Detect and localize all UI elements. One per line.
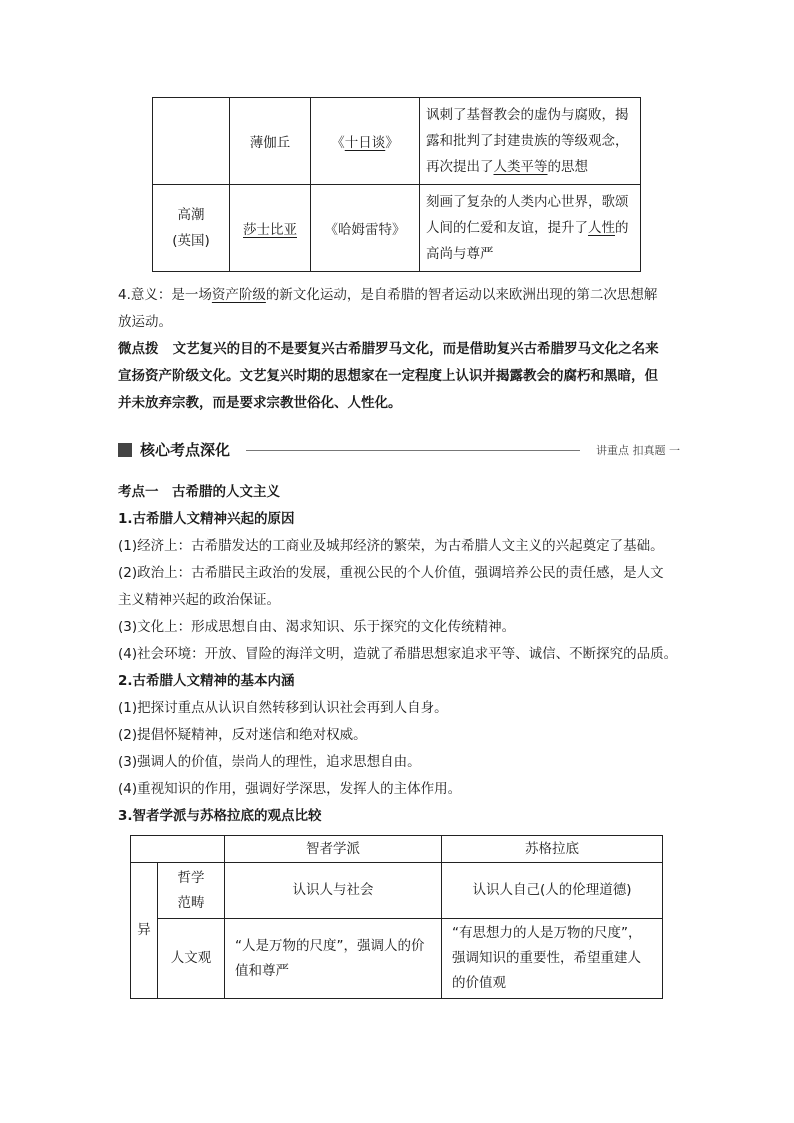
work-cell	[311, 98, 420, 185]
section-tags: 讲重点 扣真题 一	[596, 444, 680, 457]
text: 文艺复兴的目的不是要复兴古希腊罗马文化，而是借助复兴古希腊罗马文化之名来	[172, 341, 659, 357]
list-item: (1)经济上：古希腊发达的工商业及城邦经济的繁荣，为古希腊人文主义的兴起奠定了基础。	[118, 538, 664, 554]
sub-heading: 3.智者学派与苏格拉底的观点比较	[118, 808, 322, 824]
row-label	[158, 863, 225, 919]
list-item: (1)把探讨重点从认识自然转移到认识社会再到人自身。	[118, 700, 448, 716]
text: 的	[615, 220, 629, 236]
list-item: (4)重视知识的作用，强调好学深思，发挥人的主体作用。	[118, 781, 462, 797]
table-row	[153, 98, 641, 185]
tip-label: 微点拨	[118, 341, 159, 357]
text-line: 宣扬资产阶级文化。文艺复兴时期的思想家在一定程度上认识并揭露教会的腐朽和黑暗，但	[118, 368, 658, 384]
author-cell	[230, 185, 311, 272]
header-socrates: 苏格拉底	[442, 836, 663, 863]
period-line: 高潮	[177, 207, 205, 223]
text: 4.意义：是一场	[118, 287, 212, 303]
text: 人间的仁爱和友谊，提升了	[426, 220, 588, 236]
cell: 认识人自己(人的伦理道德)	[442, 863, 663, 919]
desc-line: 讽刺了基督教会的虚伪与腐败，揭	[426, 107, 629, 123]
cell-line: 强调知识的重要性，希望重建人	[452, 950, 641, 966]
list-item: (3)文化上：形成思想自由、渴求知识、乐于探究的文化传统精神。	[118, 619, 516, 635]
sub-heading: 2.古希腊人文精神的基本内涵	[118, 673, 295, 689]
author-name: 莎士比亚	[243, 222, 297, 238]
underlined-term: 资产阶级	[211, 287, 266, 303]
cell	[442, 919, 663, 999]
period-cell	[153, 98, 230, 185]
underlined-term: 人类平等	[493, 159, 548, 175]
bracket: 《	[331, 135, 345, 151]
period-cell	[153, 185, 230, 272]
cell-line: “有思想力的人是万物的尺度”，	[452, 925, 642, 941]
desc-line: 露和批判了封建贵族的等级观念，	[426, 133, 629, 149]
list-item: (4)社会环境：开放、冒险的海洋文明，造就了希腊思想家追求平等、诚信、不断探究的品质。	[118, 646, 678, 662]
table-row	[153, 185, 641, 272]
period-line: (英国)	[172, 233, 210, 249]
text: 的新文化运动，是自希腊的智者运动以来欧洲出现的第二次思想解	[265, 287, 658, 303]
significance-paragraph	[118, 282, 678, 336]
header-sophists: 智者学派	[225, 836, 442, 863]
section-title: 核心考点深化	[140, 441, 231, 459]
empty-cell	[131, 836, 225, 863]
underlined-term: 人性	[588, 220, 615, 236]
table-row	[131, 836, 663, 863]
list-item: (2)提倡怀疑精神，反对迷信和绝对权威。	[118, 727, 367, 743]
table-row	[131, 863, 663, 919]
author-cell: 薄伽丘	[230, 98, 311, 185]
label-line: 哲学	[177, 869, 205, 886]
point-content	[118, 479, 678, 830]
work-cell: 《哈姆雷特》	[311, 185, 420, 272]
comparison-table	[130, 835, 663, 999]
desc-line	[426, 215, 634, 241]
text-line	[118, 282, 678, 309]
renaissance-table	[152, 97, 641, 272]
diff-label: 异	[131, 863, 158, 999]
text-line	[118, 336, 678, 363]
desc-line: 刻画了复杂的人类内心世界，歌颂	[426, 194, 629, 210]
list-item: (3)强调人的价值，崇尚人的理性，追求思想自由。	[118, 754, 421, 770]
list-item: (2)政治上：古希腊民主政治的发展，重视公民的个人价值，强调培养公民的责任感，是人文	[118, 565, 664, 581]
cell-line: 的价值观	[452, 975, 506, 991]
work-title: 十日谈	[344, 135, 386, 151]
desc-line: 高尚与尊严	[426, 246, 494, 262]
section-header	[118, 438, 680, 462]
bracket: 》	[385, 135, 399, 151]
square-icon	[118, 443, 132, 457]
list-item: 主义精神兴起的政治保证。	[118, 592, 280, 608]
description-cell	[420, 185, 641, 272]
point-heading: 考点一 古希腊的人文主义	[118, 484, 280, 500]
description-cell	[420, 98, 641, 185]
micro-tip	[118, 336, 678, 417]
cell	[225, 919, 442, 999]
table-row	[131, 919, 663, 999]
label-line: 范畴	[177, 894, 205, 911]
cell-line: 值和尊严	[235, 962, 289, 979]
cell-line: “人是万物的尺度”，强调人的价	[235, 937, 425, 954]
text-line: 放运动。	[118, 314, 172, 330]
text: 的思想	[547, 159, 588, 175]
divider	[246, 450, 580, 451]
cell: 认识人与社会	[225, 863, 442, 919]
sub-heading: 1.古希腊人文精神兴起的原因	[118, 511, 295, 527]
desc-line	[426, 154, 634, 180]
text-line: 并未放弃宗教，而是要求宗教世俗化、人性化。	[118, 395, 402, 411]
row-label: 人文观	[158, 919, 225, 999]
text: 再次提出了	[426, 159, 494, 175]
